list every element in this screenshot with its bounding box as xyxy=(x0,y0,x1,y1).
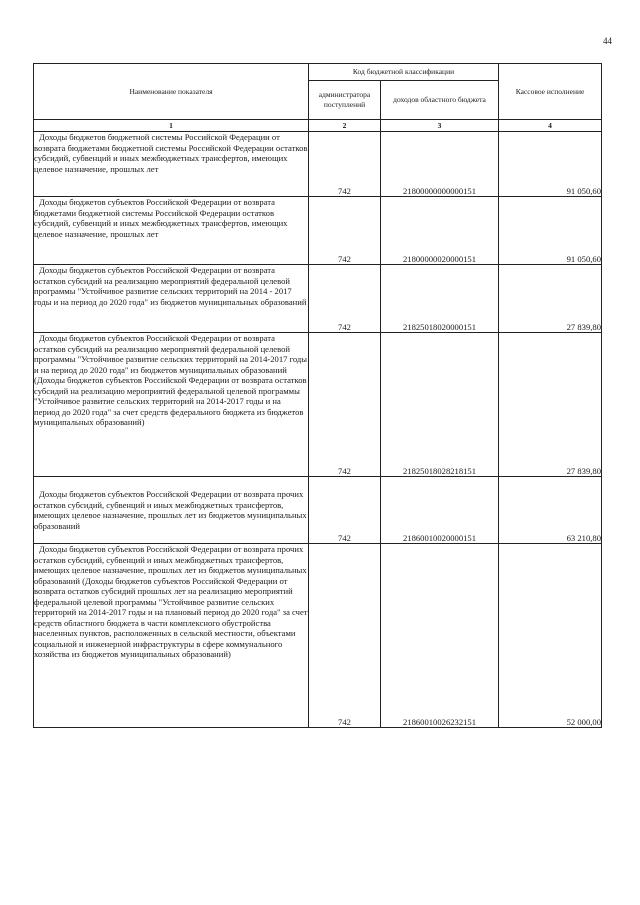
table-row xyxy=(34,132,602,197)
header-kbk-group: Код бюджетной классификации xyxy=(309,64,499,81)
row-amount: 91 050,60 xyxy=(499,132,602,197)
row-name: Доходы бюджетов субъектов Российской Федерации от возврата бюджетами бюджетной системы Российской Федерации остатков субсидий, субвенций и иных межбюджетных трансфертов, имеющих целевое назначение, прошлых лет xyxy=(34,197,288,239)
row-name: Доходы бюджетов субъектов Российской Федерации от возврата прочих остатков субсидий, субвенций и иных межбюджетных трансфертов, имеющих целевое назначение, прошлых лет из бюджетов муниципальных образований (Доходы бюджетов субъектов Российской Федерации от возврата остатков субсидий прошлых лет на реализацию мероприятий федеральной целевой программы "Устойчивое развитие сельских территорий на 2014-2017 годы и на плановый период до 2020 года" за счет средств областного бюджета в части комплексного обустройства населенных пунктов, расположенных в сельской местности, объектами социальной и инженерной инфраструктуры в сфере коммунального хозяйства из бюджетов муниципальных образований) xyxy=(34,544,308,659)
table-row xyxy=(34,333,602,477)
page-number: 44 xyxy=(603,36,612,46)
table-row xyxy=(34,544,602,728)
row-name: Доходы бюджетов субъектов Российской Федерации от возврата прочих остатков субсидий, субвенций и иных межбюджетных трансфертов, имеющих целевое назначение, прошлых лет из бюджетов муниципальных образований xyxy=(34,489,307,531)
col-number: 4 xyxy=(499,120,602,132)
header-cash-execution: Кассовое исполнение xyxy=(499,64,602,120)
row-admin-code: 742 xyxy=(309,197,381,265)
col-number: 1 xyxy=(34,120,309,132)
row-amount: 52 000,00 xyxy=(499,544,602,728)
row-name: Доходы бюджетов бюджетной системы Российской Федерации от возврата бюджетами бюджетной системы Российской Федерации остатков субсидий, субвенций и иных межбюджетных трансфертов, имеющих целевое назначение, прошлых лет xyxy=(34,132,308,174)
row-admin-code: 742 xyxy=(309,333,381,477)
row-income-code: 21825018028218151 xyxy=(381,333,499,477)
table-row xyxy=(34,265,602,333)
row-amount: 27 839,80 xyxy=(499,265,602,333)
row-income-code: 21860010020000151 xyxy=(381,477,499,544)
row-name: Доходы бюджетов субъектов Российской Федерации от возврата остатков субсидий на реализацию мероприятий федеральной целевой программы "Устойчивое развитие сельских территорий на 2014 - 2017 годы и на период до 2020 года" из бюджетов муниципальных образований xyxy=(34,265,307,307)
row-admin-code: 742 xyxy=(309,265,381,333)
row-income-code: 21800000020000151 xyxy=(381,197,499,265)
row-amount: 27 839,80 xyxy=(499,333,602,477)
row-income-code: 21825018020000151 xyxy=(381,265,499,333)
row-amount: 91 050,60 xyxy=(499,197,602,265)
row-amount: 63 210,80 xyxy=(499,477,602,544)
header-income-code: доходов областного бюджета xyxy=(381,81,499,120)
header-admin: администратора поступлений xyxy=(309,81,381,120)
col-number: 3 xyxy=(381,120,499,132)
row-admin-code: 742 xyxy=(309,132,381,197)
row-name: Доходы бюджетов субъектов Российской Федерации от возврата остатков субсидий на реализацию мероприятий федеральной целевой программы "Устойчивое развитие сельских территорий на 2014-2017 годы и на период до 2020 года" из бюджетов муниципальных образований (Доходы бюджетов субъектов Российской Федерации от возврата остатков субсидий на реализацию мероприятий федеральной целевой программы "Устойчивое развитие сельских территорий на 2014-2017 годы и на период до 2020 года" за счет средств федерального бюджета из бюджетов муниципальных образований) xyxy=(34,333,308,427)
table-row xyxy=(34,197,602,265)
row-income-code: 21800000000000151 xyxy=(381,132,499,197)
row-admin-code: 742 xyxy=(309,477,381,544)
col-number: 2 xyxy=(309,120,381,132)
row-income-code: 21860010026232151 xyxy=(381,544,499,728)
budget-income-table xyxy=(33,63,602,728)
table-row xyxy=(34,477,602,544)
row-admin-code: 742 xyxy=(309,544,381,728)
header-name: Наименование показателя xyxy=(34,64,309,120)
